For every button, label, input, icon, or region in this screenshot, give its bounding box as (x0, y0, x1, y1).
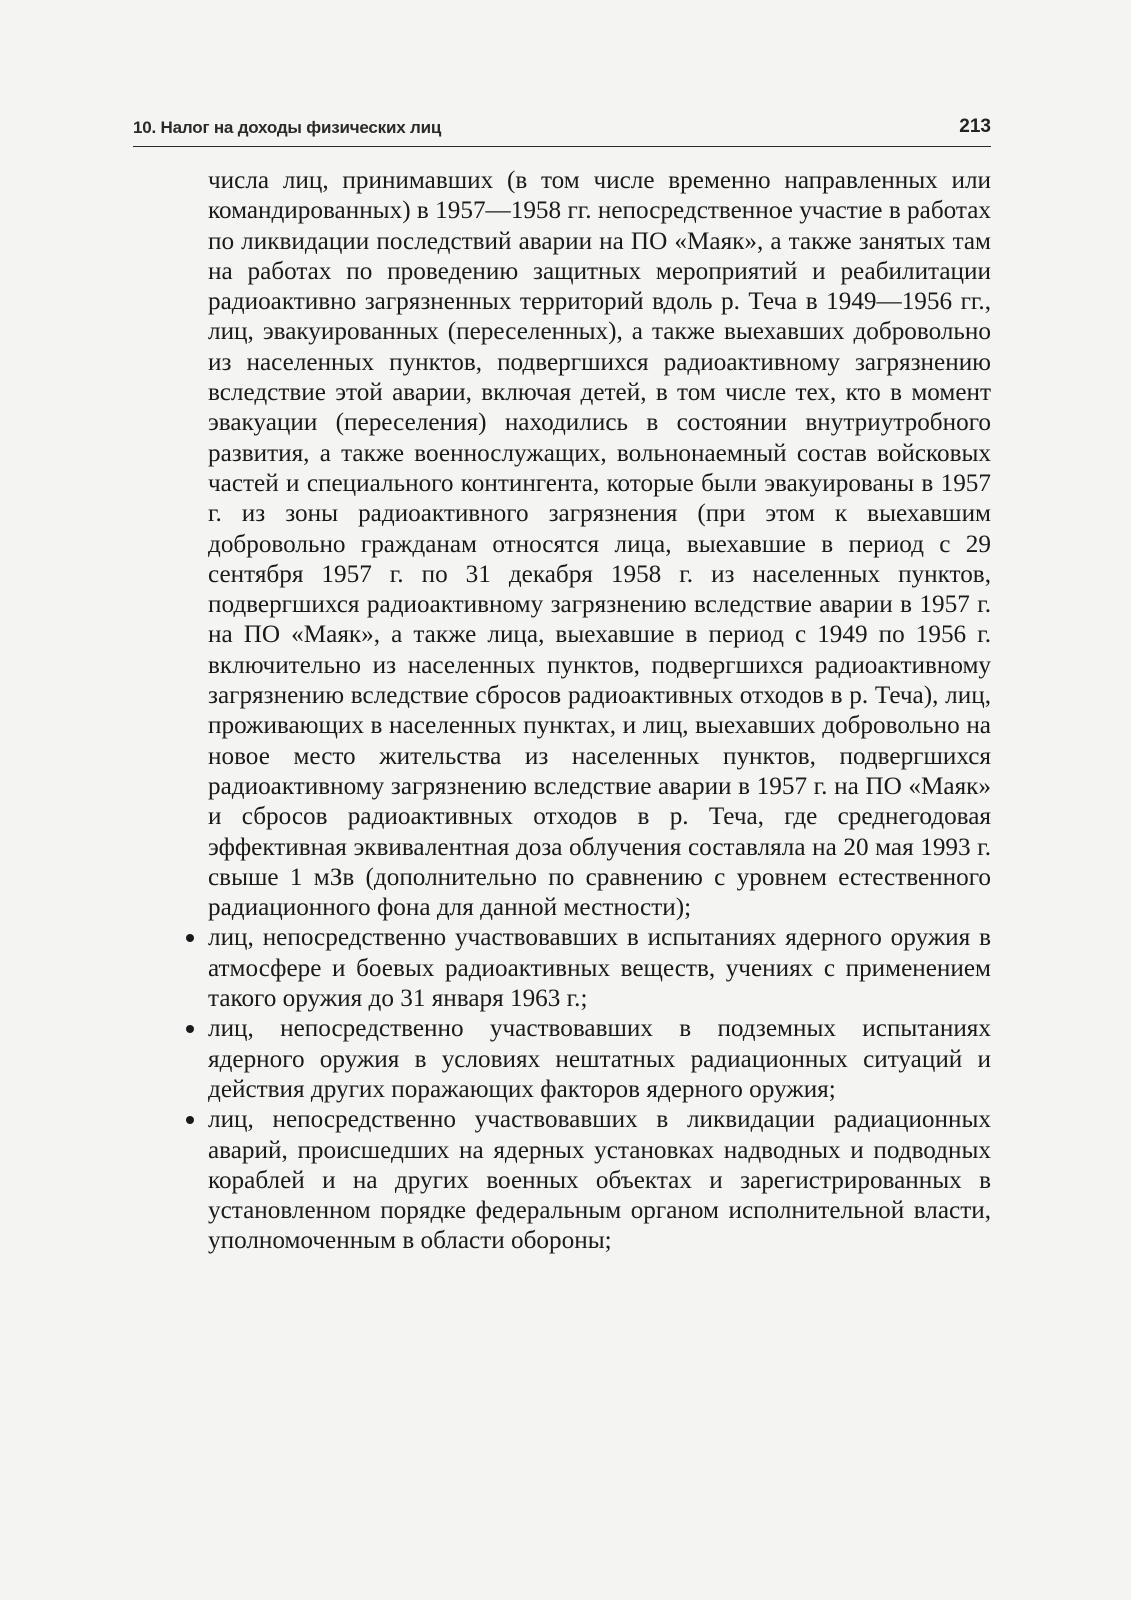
bullet-icon (186, 1025, 194, 1033)
chapter-title: 10. Налог на доходы физических лиц (133, 118, 442, 137)
list-item-text: лиц, непосредственно участвовавших в ликвидации радиационных аварий, происшедших на ядерных установках надводных и подводных кораблей и на других военных объектах и зарегистрированных в установленном порядке федеральным органом исполнительной власти, уполномоченным в области обороны; (208, 1106, 991, 1255)
bullet-list (208, 923, 991, 1256)
bullet-icon (186, 934, 194, 942)
list-item (208, 1105, 991, 1256)
bullet-icon (186, 1116, 194, 1124)
list-item (208, 1014, 991, 1105)
list-item-text: лиц, непосредственно участвовавших в испытаниях ядерного оружия в атмосфере и боевых радиоактивных веществ, учениях с применением такого оружия до 31 января 1963 г.; (208, 924, 991, 1013)
list-item (208, 923, 991, 1014)
list-item-text: лиц, непосредственно участвовавших в подземных испытаниях ядерного оружия в условиях нештатных радиационных ситуаций и действия других поражающих факторов ядерного оружия; (208, 1015, 991, 1103)
page-number: 213 (959, 116, 991, 137)
continuation-paragraph: числа лиц, принимавших (в том числе временно направленных или командированных) в 1957—1958 гг. непосредственное участие в работах по ликвидации последствий аварии на ПО «Маяк», а также занятых там на работах по проведению защитных мероприятий и реабилитации радиоактивно загрязненных территорий вдоль р. Теча в 1949—1956 гг., лиц, эвакуированных (переселенных), а также выехавших добровольно из населенных пунктов, подвергшихся радиоактивному загрязнению вследствие этой аварии, включая детей, в том числе тех, кто в момент эвакуации (переселения) находились в состоянии внутриутробного развития, а также военнослужащих, вольнонаемный состав войсковых частей и специального контингента, которые были эвакуированы в 1957 г. из зоны радиоактивного загрязнения (при этом к выехавшим добровольно гражданам относятся лица, выехавшие в период с 29 сентября 1957 г. по 31 декабря 1958 г. из населенных пунктов, подвергшихся радиоактивному загрязнению вследствие аварии в 1957 г. на ПО «Маяк», а также лица, выехавшие в период с 1949 по 1956 г. включительно из населенных пунктов, подвергшихся радиоактивному загрязнению вследствие сбросов радиоактивных отходов в р. Теча), лиц, проживающих в населенных пунктах, и лиц, выехавших добровольно на новое место жительства из населенных пунктов, подвергшихся радиоактивному загрязнению вследствие аварии в 1957 г. на ПО «Маяк» и сбросов радиоактивных отходов в р. Теча, где среднегодовая эффективная эквивалентная доза облучения составляла на 20 мая 1993 г. свыше 1 мЗв (дополнительно по сравнению с уровнем естественного радиационного фона для данной местности); (208, 167, 991, 922)
running-header (133, 116, 991, 147)
body-text (208, 166, 991, 1257)
